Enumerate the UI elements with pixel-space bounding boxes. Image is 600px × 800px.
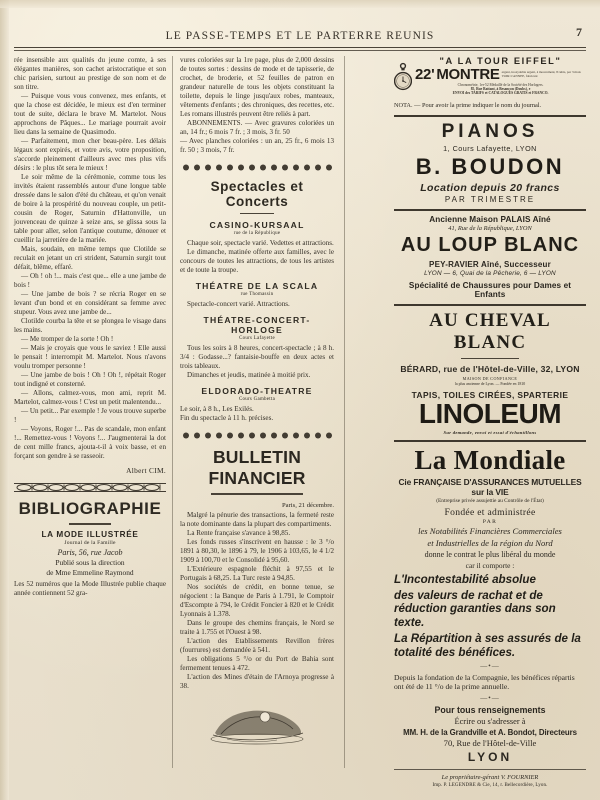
ad-eiffel-product: MONTRE — [436, 66, 500, 83]
venue-name: THÉATRE DE LA SCALA — [195, 281, 319, 292]
story-body — [14, 56, 166, 461]
ad-loup-title: AU LOUP BLANC — [400, 233, 580, 256]
ad-cheval-rule — [461, 358, 519, 360]
ad-divider — [394, 440, 586, 442]
bulletin-paragraph: L'action des Etablissements Revillon frères (fourrures) est demandée à 541. — [180, 636, 334, 654]
column-divider-2 — [344, 56, 345, 768]
ad-mondiale-directors: MM. H. de la Grandville et A. Bondot, Directeurs — [403, 728, 577, 738]
colophon-printer: Imp. P. LEGENDRE & Cie, 14, r. Bellecordière, Lyon. — [432, 783, 548, 789]
venue-address: rue de la République — [233, 231, 281, 237]
ad-pianos-terms: PAR TRIMESTRE — [444, 194, 536, 204]
ad-la-mondiale[interactable] — [394, 446, 586, 764]
venue-line: Tous les soirs à 8 heures, concert-spectacle ; à 8 h. 3/4 : Godasse...? fantaisie-bouffe en deux actes et trois tableaux. — [180, 344, 334, 371]
story-signature: Albert CIM. — [126, 466, 166, 475]
colophon-manager: Le propriétaire-gérant V. FOURNIER — [441, 774, 539, 782]
ad-mondiale-par: PAR — [482, 519, 498, 525]
venue-line: Fin du spectacle à 11 h. précises. — [180, 414, 274, 423]
ornament-rosette-divider — [180, 162, 334, 173]
bulletin-rule — [211, 493, 303, 495]
bibliographie-address: Paris, 56, rue Jacob — [57, 547, 123, 557]
ad-eiffel-price: 22' — [415, 66, 435, 83]
bulletin-paragraph: L'action des Mines d'étain de l'Arnoya progresse à 38. — [180, 672, 334, 690]
ad-mondiale-info: Pour tous renseignements — [434, 705, 546, 716]
story-paragraph: — Une jambe de bois ? se récria Roger en se levant d'un bond et en considérant sa femme avec stupeur. Vous avez une jambe de... — [14, 290, 166, 316]
bulletin-paragraph: Malgré la pénurie des transactions, la fermeté reste la note dominante dans la plupart des compartiments. — [180, 510, 334, 528]
ad-divider — [394, 209, 586, 211]
ad-mondiale-entreprise: (Entreprise privée assujettie au Contrôle de l'État) — [436, 498, 544, 504]
ad-loup-maison: Ancienne Maison PALAIS Aîné — [429, 214, 551, 224]
bulletin-paragraph: Les fonds russes s'inscrivent en hausse : le 3 °/o 1891 à 80,30, le 1896 à 79, le 1906 à 103,65, le 4 1/2 1909 à 100,70 et le Consolidé à 95,60. — [180, 537, 334, 564]
ad-mondiale-street: 70, Rue de l'Hôtel-de-Ville — [443, 738, 537, 749]
story-paragraph: — Une jambe de bois ! Oh ! Oh !, répétait Roger tout indigné et consterné. — [14, 371, 166, 388]
venue-line: Spectacle-concert varié. Attractions. — [187, 300, 290, 309]
venue-line: Dimanches et jeudis, matinée à moitié prix. — [187, 371, 311, 380]
bulletin-heading: BULLETIN FINANCIER — [208, 447, 306, 489]
ad-eiffel-fine-3: ENVOI des TARIFS et CATALOGUES GRATIS et FRANCO. — [452, 91, 549, 96]
ad-cheval-product: LINOLEUM — [418, 398, 562, 429]
venue-name: CASINO-KURSAAL — [209, 220, 305, 231]
story-paragraph: rée insensible aux qualités du jeune comte, à ses élégantes manières, son cachet aristocratique et son chic parisien, surtout au prestige de son nom et de son titre. — [14, 56, 166, 91]
venue-entry — [180, 386, 334, 423]
ad-loup-successor: PEY-RAVIER Aîné, Successeur — [429, 259, 551, 269]
bulletin-dateline: Paris, 21 décembre. — [282, 501, 334, 509]
venue-line: Le soir, à 8 h., Les Exilés. — [180, 405, 254, 414]
ad-cheval-proprietor: BÉRARD, rue de l'Hôtel-de-Ville, 32, LYON — [400, 364, 580, 374]
bibliographie-direction-2: de Mme Emmeline Raymond — [46, 567, 134, 577]
ad-eiffel-fine-2: 85, Rue Battant, à Besançon (Doubs), e — [470, 87, 531, 92]
ad-mondiale-company: Cie FRANÇAISE D'ASSURANCES MUTUELLES sur la VIE — [398, 477, 582, 497]
venue-address: Cours Lafayette — [239, 336, 275, 342]
story-paragraph: — Me tromper de la sorte ! Oh ! — [21, 335, 114, 343]
ornament-rosette-divider-2 — [180, 430, 334, 441]
ad-au-cheval-blanc[interactable] — [394, 310, 586, 436]
ad-cheval-samples: Sur demande, envoi et essai d'échantillons — [443, 430, 537, 435]
bulletin-paragraph: Dans le groupe des chemins français, le Nord se traite à 1.755 et l'Ouest à 98. — [180, 618, 334, 636]
masthead-title: LE PASSE-TEMPS ET LE PARTERRE REUNIS — [165, 30, 435, 42]
ad-mondiale-write: Écrire ou s'adresser à — [454, 717, 526, 727]
bibliographie-work-subtitle: Journal de la Famille — [64, 539, 116, 546]
ad-mondiale-because: car il comporte : — [465, 560, 515, 570]
ad-mondiale-notables-1: les Notabilités Financières Commerciales — [418, 526, 562, 536]
page-edge-shadow-top — [0, 0, 600, 8]
ad-divider — [394, 115, 586, 117]
ad-pianos-title: PIANOS — [441, 120, 539, 142]
venue-address: rue Thomassin — [240, 292, 274, 298]
ad-loup-maison-address: 41, Rue de la République, LYON — [448, 224, 532, 232]
venue-line: Chaque soir, spectacle varié. Vedettes et attractions. — [187, 239, 334, 248]
continuation-paragraph: — Avec planches coloriées : un an, 25 fr., 6 mois 13 fr. 50 ; 3 mois, 7 fr. — [180, 137, 334, 154]
ad-cheval-trust: MAISON DE CONFIANCE — [462, 376, 518, 381]
story-paragraph: — Parfaitement, mon cher beau-père. Les délais légaux sont expirés, et votre avis, votre proposition, s'accorde pleinement d'ailleurs avec mes plus vifs désirs : le plus tôt sera le mieux ! — [14, 137, 166, 172]
bibliographie-rule — [69, 523, 111, 525]
ad-eiffel-nota: NOTA. — Pour avoir la prime indiquer le nom du journal. — [394, 102, 542, 109]
story-paragraph: Le soir même de la cérémonie, comme tous les invités étaient rassemblés autour d'une longue table dressée dans le salon d'été du château, et qu'on venait de boire à la prospérité du nouveau couple, un petit-cousin de Roger, Saturnin d'Hattonville, un jouvenceau de quinze à seize ans, se glissa sous la table pour aller, selon l'antique coutume, dénouer et cueillir la jarretière de la mariée. — [14, 173, 166, 244]
ad-mondiale-title: La Mondiale — [414, 445, 566, 475]
ad-au-loup-blanc[interactable] — [394, 215, 586, 299]
column-1 — [14, 56, 166, 598]
ad-pianos-name: B. BOUDON — [415, 153, 565, 179]
mode-illustree-continuation — [180, 56, 334, 155]
ad-cheval-oldest: la plus ancienne de Lyon. — Fondée en 1810 — [454, 382, 526, 386]
ad-mondiale-contract: donne le contrat le plus libéral du monde — [424, 550, 556, 559]
masthead — [0, 26, 600, 48]
venue-line: Le dimanche, matinée offerte aux familles, avec le concours de toutes les attractions, de tous les artistes et de toute la troupe. — [180, 248, 334, 275]
page-number: 7 — [576, 25, 582, 39]
story-paragraph: — Oh ! oh !... mais c'est que... elle a une jambe de bois ! — [14, 272, 166, 289]
story-paragraph: Mais, soudain, en même temps que Clotilde se reculait en jetant un cri strident, Saturnin surgit tout défait, blême, effaré. — [14, 245, 166, 271]
continuation-paragraph: vures coloriées sur la 1re page, plus de 2,000 dessins de toutes sortes : dessins de mode et de tapisserie, de crochet, de broderie, et 52 feuilles de patron en grandeur naturelle de tous les objets constituant la toilette, depuis le linge jusqu'aux robes, manteaux, vêtements d'enfants ; des chroniques, des recettes, etc. Les romans illustrés peuvent être reliés à part. — [180, 56, 334, 118]
ad-loup-specialty: Spécialité de Chaussures pour Dames et Enfants — [408, 280, 572, 299]
bulletin-paragraph: Les obligations 5 °/o or du Port de Bahia sont fermement tenues à 472. — [180, 654, 334, 672]
ad-pianos-address: 1, Cours Lafayette, LYON — [443, 143, 537, 153]
landscape-vignette-illustration — [207, 699, 307, 745]
ad-cheval-goods: TAPIS, TOILES CIRÉES, SPARTERIE — [411, 390, 569, 400]
venue-name: ELDORADO-THEATRE — [201, 386, 313, 397]
ad-mondiale-founded: Fondée et administrée — [444, 507, 536, 518]
bulletin-body — [180, 511, 334, 691]
venue-address: Cours Gambetta — [238, 397, 276, 403]
venue-name: THÉATRE-CONCERT-HORLOGE — [203, 315, 311, 336]
ad-eiffel-fine-1: Chronométrie, 1er-52 Médaillé de la Société des Horlogers. — [457, 83, 544, 87]
ad-mondiale-city: LYON — [467, 750, 513, 765]
bibliographie-work-title: LA MODE ILLUSTRÉE — [41, 529, 139, 539]
column-2 — [180, 56, 334, 745]
ad-cheval-title: AU CHEVAL BLANC — [429, 309, 551, 353]
venue-entry — [180, 220, 334, 275]
ad-mondiale-claim: des valeurs de rachat et de réduction garanties dans son texte. — [394, 589, 556, 629]
story-paragraph: — Mais je croyais que vous le saviez ! Elle aussi le pensait ! interrompit M. Martelot. Nous n'avons voulu tromper personne ! — [14, 344, 166, 370]
ad-eiffel-fine-right: argent, inoxydable argent, à mouvement, 8 rubis, par 3 mois VOIR L'ANNEE, fabricant — [501, 69, 581, 78]
ad-mondiale-claim: L'Incontestabilité absolue — [394, 572, 536, 586]
bulletin-paragraph: La Rente française s'avance à 98,85. — [187, 528, 291, 537]
ad-loup-quai: LYON — 6, Quai de la Pêcherie, 6 — LYON — [424, 269, 556, 277]
ad-pianos-offer: Location depuis 20 francs — [420, 181, 560, 194]
ornament-small-divider: —•— — [480, 662, 500, 671]
page-edge-shadow-left — [0, 0, 9, 800]
bibliographie-blurb: Les 52 numéros que la Mode Illustrée publie chaque année contiennent 52 gra- — [14, 579, 166, 597]
venue-entry — [180, 315, 334, 380]
ad-eiffel-title: "A LA TOUR EIFFEL" — [439, 56, 562, 66]
ornament-small-divider-2: —•— — [480, 694, 500, 703]
venue-entry — [180, 281, 334, 309]
bulletin-paragraph: L'Extérieure espagnole fléchit à 97,55 et le Portugais à 68,25. La Turc reste à 94,85. — [180, 564, 334, 582]
masthead-rule — [14, 47, 586, 51]
ornament-chain-divider — [14, 482, 166, 493]
ad-divider — [394, 304, 586, 306]
bulletin-paragraph: Nos sociétés de crédit, en bonne tenue, se négocient : la Banque de Paris à 1.791, le Comptoir d'Escompte à 794, le Crédit Foncier à 820 et le Crédit Lyonnais à 1.378. — [180, 582, 334, 618]
ad-mondiale-since: Depuis la fondation de la Compagnie, les bénéfices répartis ont été de 11 °/o de la prime annuelle. — [394, 673, 575, 692]
story-paragraph: — Puisque vous vous convenez, mes enfants, et que la chose est décidée, le mieux est d'en terminer tout de suite, déclara le brave M. Martelot. Nous approchons de Pâques... Le mariage pourrait avoir lieu dans la semaine de Quasimodo. — [14, 92, 166, 136]
advertisement-column — [394, 56, 586, 788]
story-paragraph: — Allons, calmez-vous, mon ami, reprit M. Martelot, calmez-vous ! C'est un petit malentendu... — [14, 389, 166, 406]
bibliographie-direction-1: Publié sous la direction — [55, 557, 125, 567]
continuation-paragraph: ABONNEMENTS. — Avec gravures coloriées un an, 14 fr.; 6 mois 7 fr. ; 3 mois, 3 fr. 50 — [180, 119, 334, 136]
pocket-watch-icon — [394, 56, 412, 100]
ad-pianos-boudon[interactable] — [394, 121, 586, 204]
column-divider-1 — [172, 56, 173, 768]
spectacles-heading: Spectacles et Concerts — [210, 179, 304, 209]
story-paragraph: Clotilde courba la tête et se plongea le visage dans les mains. — [14, 317, 166, 334]
spectacles-rule — [240, 213, 274, 214]
bibliographie-heading: BIBLIOGRAPHIE — [18, 499, 162, 518]
story-paragraph: — Un petit... Par exemple ! Je vous trouve superbe ! — [14, 407, 166, 424]
ad-mondiale-claim: La Répartition à ses assurés de la totalité des bénéfices. — [394, 632, 581, 659]
ad-tour-eiffel[interactable] — [394, 56, 586, 110]
ad-mondiale-notables-2: et Industrielles de la région du Nord — [427, 537, 553, 548]
colophon-divider — [394, 769, 586, 770]
story-paragraph: — Voyons, Roger !... Pas de scandale, mon enfant !... Remettez-vous ! Voyons !... J'augmenterai la dot de cent mille francs, ajouta-t-il à voix basse, et en forçant son gendre à se rasseoir. — [14, 425, 166, 460]
